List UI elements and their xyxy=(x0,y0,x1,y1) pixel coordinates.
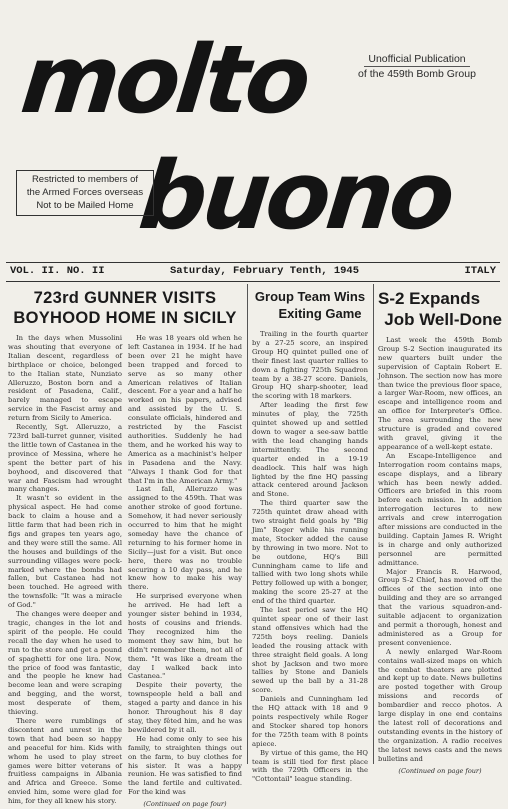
column-divider xyxy=(247,284,248,764)
restriction-line3: Not to be Mailed Home xyxy=(36,200,134,211)
article3-headline xyxy=(378,288,502,330)
article1-paragraph: Last fall, Alleruzzo was assigned to the 459th. That was another stroke of good fortune. Somehow, it had never seriously occurred to him that he might someday have the chance of returning to his former home in Sicily—just for a visit. But once here, there was no trouble securing a 10 day pass, and he knew how to make his way there. xyxy=(128,485,242,592)
article3-paragraph: A newly enlarged War-Room contains wall-sized maps on which the combat theaters are plotted and kept up to date. News bulletins are posted together with Group missions and records of bombardier and recco photos. A large display in one end contains the latest roll of decorations and outstanding events in the history of the organization. A radio receives the latest news casts and the news bulletins and xyxy=(378,647,502,763)
restriction-box xyxy=(16,170,154,216)
article1-column1 xyxy=(8,334,122,806)
article3-paragraph: Major Francis R. Harwood, Group S-2 Chief, has moved off the offices of the section into one building and they are so arranged that the various squadron-and-suitable adjacent to organization and permit a thorough, honest and administered as a Group for present convenience. xyxy=(378,567,502,647)
dateline xyxy=(6,262,500,282)
article1-continued-note: (Continued on page four) xyxy=(143,800,227,809)
article1-paragraph: It wasn't so evident in the physical aspect. He had come back to claim a house and a little farm that had been rich in figs and grapes ten years ago, and they were still the same. All the houses and buildings of the surrounding villages were pock-marked where the bombs had fallen, but Castanea had not been touched. He agreed with the townsfolk: "It was a miracle of God." xyxy=(8,494,122,610)
restriction-line1: Restricted to members of xyxy=(31,174,139,185)
article1-paragraph: The changes were deeper and tragic, changes in the lot and spirit of the people. He could recall the day when he used to run to the store and get a pound of spaghetti for one lira. Now, the price of food was fantastic, and the people he knew had become lean and were scraping and begging, and the worst, most desperate of them, thieving. xyxy=(8,610,122,717)
publication-line2: of the 459th Bomb Group xyxy=(358,68,476,80)
article2-headline-line2: Exiting Game xyxy=(278,306,362,321)
article3-paragraph: Last week the 459th Bomb Group S-2 Section inaugurated its new quarters built under the supervision of Captain Robert E. Johnson. The section now has more than twice the previous floor space, a larger War-Room, new offices, an escape and intelligence room and an office for Interpreter's Office. The area surrounding the new structure is graded and covered with gravel, giving it the appearance of a well-kept estate. xyxy=(378,336,502,451)
article1-headline-line2: BOYHOOD HOME IN SICILY xyxy=(13,309,237,327)
issue-place: ITALY xyxy=(464,265,496,277)
article2-paragraph: After leading the first few minutes of play, the 725th quintet showed up and settled down to wager a see-saw battle with the lead changing hands intermittently. The second quarter ended in a 19-19 deadlock. This half was high lighted by the fine HQ passing attack centered around Jackson and Stone. xyxy=(252,401,368,499)
article1-paragraph: He surprised everyone when he arrived. He had left a younger sister behind in 1934, hosts of cousins and friends. They recognized him the moment they saw him, but he didn't remember them, not all of them. "It was like a dream the day I walked back into Castanea." xyxy=(128,592,242,681)
publication-notice xyxy=(336,52,498,81)
article2-paragraph: The third quarter saw the 725th quintet draw ahead with two straight field goals by "Big Jim" Roger while his running mate, Stocker added the cause by throwing in two more. Not to be outdone, HQ's Bill Cunningham came to life and tallied with two long shots while Pettry followed up with a bonger, making the score 25-27 at the end of the third quarter. xyxy=(252,499,368,606)
article1-paragraph: Despite their poverty, the townspeople held a ball and staged a party and dance in his honor. Throughout his 8 day stay, they fêted him, and he was bewildered by it all. xyxy=(128,681,242,734)
article2-column xyxy=(252,330,368,784)
article1-paragraph: Recently, Sgt. Alleruzzo, a 723rd ball-turret gunner, visited the little town of Castanea in the province of Messina, where he spent the better part of his boyhood, and discovered that war and Fascism had wrought many changes. xyxy=(8,423,122,494)
article1-paragraph: He had come only to see his family, to straighten things out on the farm, to buy clothes for his sister. It was a happy reunion. He was satisfied to find the land fertile and cultivated. For the kind was xyxy=(128,734,242,797)
article3-headline-line1: S-2 Expands xyxy=(378,289,481,308)
article1-paragraph: In the days when Mussolini was shouting that everyone of Italian descent, regardless of birthplace or choice, belonged to the Italian state, Nunziato Alleruzzo, Boston born and a resident of Pasadena, Calif., barely managed to escape service in the Fascist army and return from Sicily to America. xyxy=(8,334,122,423)
volume-number: VOL. II. NO. II xyxy=(10,265,105,277)
article3-continued-note: (Continued on page four) xyxy=(398,766,482,775)
article1-column2 xyxy=(128,334,242,809)
article3-column xyxy=(378,336,502,776)
article2-paragraph: By virtue of this game, the HQ team is still tied for first place with the 729th Officers in the "Cottontail" league standing. xyxy=(252,748,368,784)
restriction-line2: the Armed Forces overseas xyxy=(26,187,144,198)
masthead-title-line1: molto xyxy=(16,26,313,135)
article2-headline-line1: Group Team Wins xyxy=(254,289,366,304)
article1-paragraph: There were rumblings of discontent and unrest in the town that had been so happy and peaceful for him. Kids with whom he used to play street games were bitter veterans of fruitless campaigns in Albania and Africa and Greece. Some envied him, some were glad for him, for they all knew his story. xyxy=(8,716,122,806)
publication-line1: Unofficial Publication xyxy=(364,52,469,67)
article2-paragraph: The last period saw the HQ quintet spear one of their last stand offensives which had the 725th boys reeling. Daniels leaded the rousing attack with three straight field goals. A long shot by Jackson and two more tallies by Stone and Daniels sewed up the ball by a 31-28 score. xyxy=(252,606,368,695)
article2-paragraph: Daniels and Cunningham led the HQ attack with 18 and 9 points respectively while Roger and Stocker shared top honors for the 725th team with 8 points apiece. xyxy=(252,695,368,748)
article3-headline-line2: Job Well-Done xyxy=(384,310,502,329)
masthead-title-line2: buono xyxy=(134,142,457,251)
column-divider xyxy=(373,284,374,764)
issue-date: Saturday, February Tenth, 1945 xyxy=(170,265,360,277)
article3-paragraph: An Escape-Intelligence and Interrogation room contains maps, escape displays, and a library which has been newly added. Officers are briefed in this room before each mission. In addition interrogation lectures to new arrivals and crew interrogation after missions are conducted in the building. Captain James R. Wright is in charge and only authorized personnel are permitted admittance. xyxy=(378,451,502,567)
article1-paragraph: He was 18 years old when he left Castanea in 1934. If he had been over 21 he might have been trapped and forced to serve as so many other American relatives of Italian descent. For a year and a half he worked on his papers, advised and assisted by the U. S. consulate officials, hindered and restricted by the Fascist authorities. Suddenly he had them, and he worked his way to America as a machinist's helper in Pasadena and the Navy. "Always I thank God for that that I'm in the American Army." xyxy=(128,334,242,485)
article1-headline-line1: 723rd GUNNER VISITS xyxy=(33,289,217,307)
article1-headline xyxy=(8,288,242,328)
article2-headline xyxy=(252,288,368,322)
article2-paragraph: Trailing in the fourth quarter by a 27-25 score, an inspired Group HQ quintet pulled one of their finest last quarter rallies to down a fighting 725th Squadron team by a 38-27 score. Daniels, Group HQ sharp-shooter, lead the scoring with 18 markers. xyxy=(252,330,368,401)
masthead xyxy=(0,0,508,262)
